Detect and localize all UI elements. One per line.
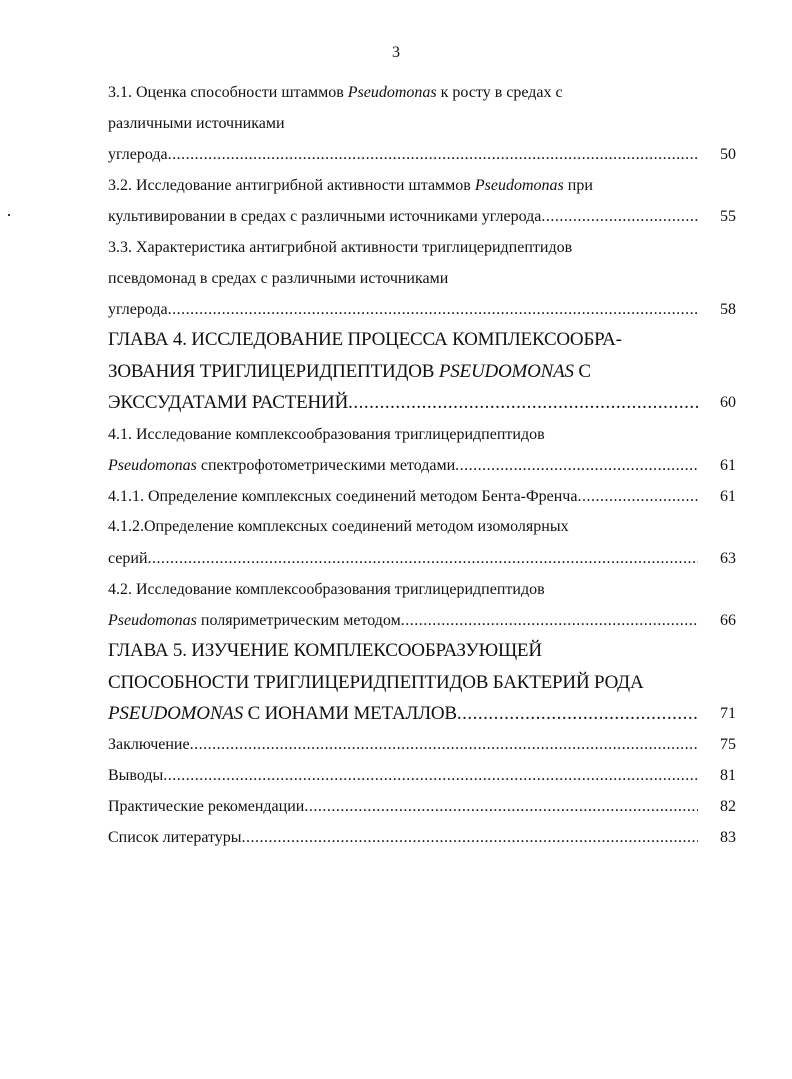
toc-chapter-line: ГЛАВА 5. ИЗУЧЕНИЕ КОМПЛЕКСООБРАЗУЮЩЕЙ bbox=[108, 640, 542, 661]
toc-line: 3.2. Исследование антигрибной активности штаммов Pseudomonas при bbox=[108, 177, 593, 194]
toc-page-number: 60 bbox=[720, 394, 736, 411]
toc-chapter-line: PSEUDOMONAS С ИОНАМИ МЕТАЛЛОВ ..... 71 bbox=[108, 699, 738, 729]
toc-line: Практические рекомендации ..... 82 bbox=[108, 792, 738, 822]
toc-line: культивировании в средах с различными источниками углерода ..... 55 bbox=[108, 202, 738, 232]
toc-line: 4.2. Исследование комплексообразования триглицеридпептидов bbox=[108, 581, 545, 598]
toc-chapter-line: ЗОВАНИЯ ТРИГЛИЦЕРИДПЕПТИДОВ PSEUDOMONAS С bbox=[108, 361, 591, 382]
toc-line: 3.1. Оценка способности штаммов Pseudomonas к росту в средах с bbox=[108, 84, 563, 101]
toc-page-number: 82 bbox=[720, 798, 736, 815]
toc-line: Pseudomonas спектрофотометрическими методами ..... 61 bbox=[108, 451, 738, 481]
toc-page-number: 61 bbox=[720, 488, 736, 505]
toc-page-number: 50 bbox=[720, 146, 736, 163]
toc-page-number: 58 bbox=[720, 301, 736, 318]
margin-mark bbox=[8, 214, 10, 216]
toc-line: Заключение ..... 75 bbox=[108, 730, 738, 760]
toc-page-number: 81 bbox=[720, 767, 736, 784]
toc-chapter-line: СПОСОБНОСТИ ТРИГЛИЦЕРИДПЕПТИДОВ БАКТЕРИЙ РОДА bbox=[108, 672, 644, 693]
toc-page-number: 71 bbox=[720, 705, 736, 722]
toc-page-number: 66 bbox=[720, 612, 736, 629]
toc-line: 4.1. Исследование комплексообразования триглицеридпептидов bbox=[108, 426, 545, 443]
toc-line: углерода ..... 58 bbox=[108, 295, 738, 325]
page-number: 3 bbox=[392, 44, 400, 61]
toc-line: серий ..... 63 bbox=[108, 544, 738, 574]
toc-line: 3.3. Характеристика антигрибной активности триглицеридпептидов bbox=[108, 239, 573, 256]
toc-line: 4.1.2.Определение комплексных соединений методом изомолярных bbox=[108, 518, 569, 535]
toc-line: углерода ..... 50 bbox=[108, 140, 738, 170]
toc-page-number: 75 bbox=[720, 736, 736, 753]
toc-chapter-line: ЭКССУДАТАМИ РАСТЕНИЙ ..... 60 bbox=[108, 388, 738, 418]
toc-page-number: 61 bbox=[720, 457, 736, 474]
toc-line: Выводы ..... 81 bbox=[108, 761, 738, 791]
toc-page-number: 63 bbox=[720, 550, 736, 567]
toc-line: 4.1.1. Определение комплексных соединений методом Бента-Френча ..... 61 bbox=[108, 482, 738, 512]
toc-line: псевдомонад в средах с различными источниками bbox=[108, 270, 449, 287]
toc-chapter-line: ГЛАВА 4. ИССЛЕДОВАНИЕ ПРОЦЕССА КОМПЛЕКСООБРА- bbox=[108, 329, 622, 350]
toc-page-number: 83 bbox=[720, 829, 736, 846]
toc-page-number: 55 bbox=[720, 208, 736, 225]
toc-line: Pseudomonas поляриметрическим методом ..... 66 bbox=[108, 606, 738, 636]
toc-line: различными источниками bbox=[108, 115, 285, 132]
toc-line: Список литературы ..... 83 bbox=[108, 823, 738, 853]
